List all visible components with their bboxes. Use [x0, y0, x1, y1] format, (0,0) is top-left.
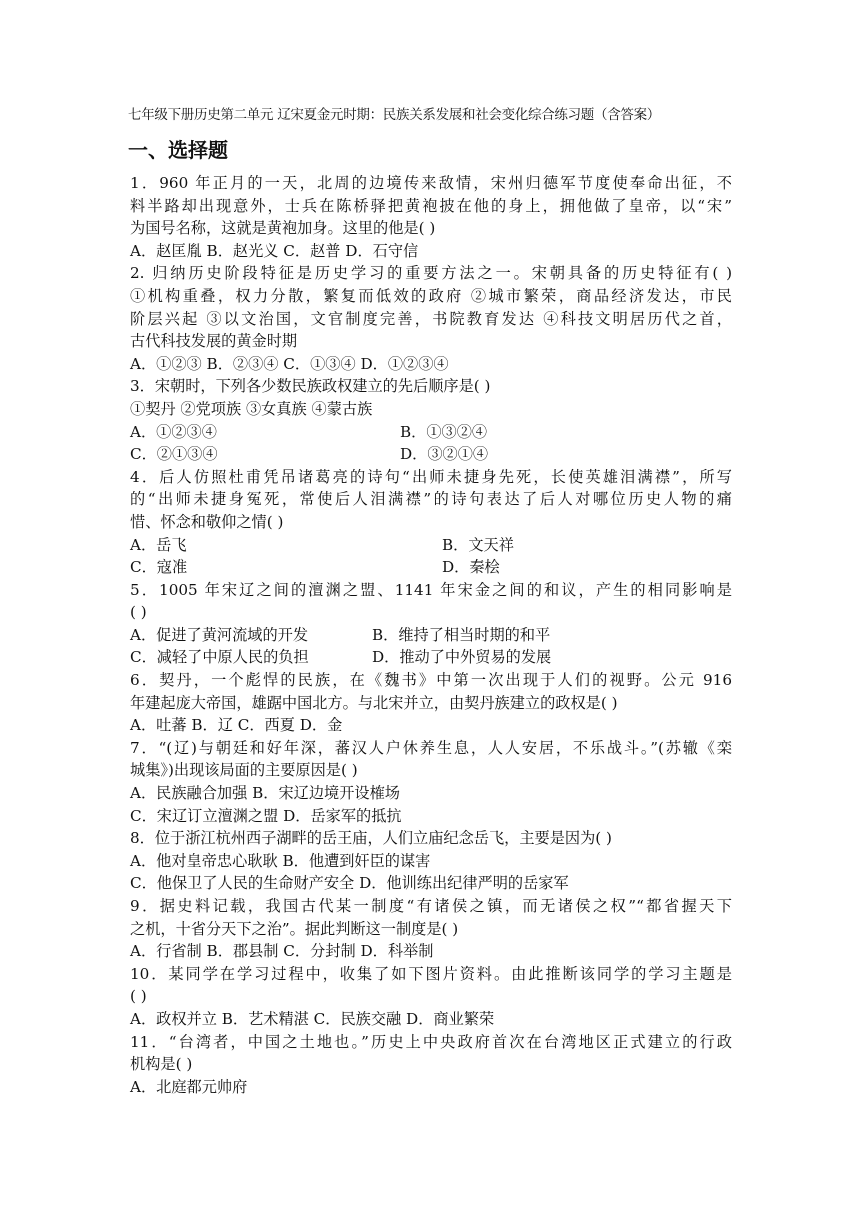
question-text-line: 5．1005 年宋辽之间的澶渊之盟、1141 年宋金之间的和议，产生的相同影响是: [130, 580, 732, 599]
answer-option: D．推动了中外贸易的发展: [372, 648, 552, 667]
answer-options-line: A．北庭都元帅府: [130, 1077, 248, 1096]
question-text-line: ①机构重叠，权力分散，繁复而低效的政府 ②城市繁荣，商品经济发达，市民: [130, 286, 732, 305]
question-text-line: 3．宋朝时，下列各少数民族政权建立的先后顺序是( ): [130, 377, 491, 396]
question-text-line: 古代科技发展的黄金时期: [130, 332, 298, 351]
answer-options-line: C．他保卫了人民的生命财产安全 D．他训练出纪律严明的岳家军: [130, 874, 569, 893]
question-text-line: 9．据史料记载，我国古代某一制度“有诸侯之镇，而无诸侯之权”“都省握天下: [130, 897, 732, 915]
answer-option: B．①③②④: [400, 422, 488, 441]
question-text-line: ( ): [130, 987, 147, 1006]
question-text-line: 10．某同学在学习过程中，收集了如下图片资料。由此推断该同学的学习主题是: [130, 964, 732, 983]
option-row: [130, 534, 732, 557]
answer-option: B．文天祥: [442, 535, 514, 554]
answer-options-line: A．政权并立 B．艺术精湛 C．民族交融 D．商业繁荣: [130, 1009, 495, 1028]
question-text-line: ①契丹 ②党项族 ③女真族 ④蒙古族: [130, 399, 373, 418]
question-text-line: 1．960 年正月的一天，北周的边境传来敌情，宋州归德军节度使奉命出征，不: [130, 174, 732, 192]
answer-option: D．③②①④: [400, 445, 489, 464]
answer-options-line: A．民族融合加强 B．宋辽边境开设榷场: [130, 784, 400, 803]
question-text-line: 11．“台湾者，中国之土地也。”历史上中央政府首次在台湾地区正式建立的行政: [130, 1032, 732, 1051]
option-row: [130, 421, 732, 444]
answer-option: C．寇准: [130, 558, 188, 577]
question-text-line: 6．契丹，一个彪悍的民族，在《魏书》中第一次出现于人们的视野。公元 916: [130, 671, 732, 690]
question-text-line: 料半路却出现意外，士兵在陈桥驿把黄袍披在他的身上，拥他做了皇帝，以“宋”: [130, 196, 732, 215]
question-text-line: 的“出师未捷身冤死，常使后人泪满襟”的诗句表达了后人对哪位历史人物的痛: [130, 490, 732, 509]
answer-option: B．维持了相当时期的和平: [372, 625, 551, 644]
section-heading: 一、选择题: [128, 138, 228, 162]
answer-option: A．促进了黄河流域的开发: [130, 625, 309, 644]
answer-option: A．①②③④: [130, 422, 217, 441]
answer-options-line: A．吐蕃 B．辽 C．西夏 D．金: [130, 716, 343, 735]
question-text-line: 2. 归纳历史阶段特征是历史学习的重要方法之一。宋朝具备的历史特征有( ): [130, 264, 732, 283]
answer-option: D．秦桧: [442, 558, 500, 577]
question-text-line: ( ): [130, 603, 147, 622]
answer-options-line: A．赵匡胤 B．赵光义 C．赵普 D．石守信: [130, 241, 419, 260]
option-row: [130, 556, 732, 579]
question-text-line: 机构是( ): [130, 1055, 193, 1074]
option-row: [130, 624, 732, 647]
question-text-line: 惜、怀念和敬仰之情( ): [130, 512, 284, 531]
question-list: [130, 172, 732, 1098]
answer-option: C．②①③④: [130, 445, 218, 464]
question-text-line: 年建起庞大帝国，雄踞中国北方。与北宋并立，由契丹族建立的政权是( ): [130, 693, 618, 712]
question-text-line: 城集》)出现该局面的主要原因是( ): [130, 761, 358, 780]
question-text-line: 7．“(辽)与朝廷和好年深，蕃汉人户休养生息，人人安居，不乐战斗。”(苏辙《栾: [130, 738, 732, 757]
document-title: 七年级下册历史第二单元 辽宋夏金元时期：民族关系发展和社会变化综合练习题（含答案）: [128, 107, 660, 123]
answer-options-line: C．宋辽订立澶渊之盟 D．岳家军的抵抗: [130, 806, 402, 825]
answer-option: C．减轻了中原人民的负担: [130, 648, 309, 667]
question-text-line: 8．位于浙江杭州西子湖畔的岳王庙，人们立庙纪念岳飞，主要是因为( ): [130, 829, 612, 848]
option-row: [130, 646, 732, 669]
answer-options-line: A．①②③ B．②③④ C．①③④ D．①②③④: [130, 354, 449, 373]
answer-options-line: A．行省制 B．郡县制 C．分封制 D．科举制: [130, 942, 434, 961]
answer-option: A．岳飞: [130, 535, 187, 554]
question-text-line: 之机，十省分天下之治”。据此判断这一制度是( ): [130, 919, 459, 938]
question-text-line: 为国号名称，这就是黄袍加身。这里的他是( ): [130, 219, 436, 238]
question-text-line: 4．后人仿照杜甫凭吊诸葛亮的诗句“出师未捷身先死，长使英雄泪满襟”，所写: [130, 467, 732, 486]
option-row: [130, 443, 732, 466]
answer-options-line: A．他对皇帝忠心耿耿 B．他遭到奸臣的谋害: [130, 851, 431, 870]
question-text-line: 阶层兴起 ③以文治国，文官制度完善，书院教育发达 ④科技文明居历代之首，: [130, 309, 732, 328]
